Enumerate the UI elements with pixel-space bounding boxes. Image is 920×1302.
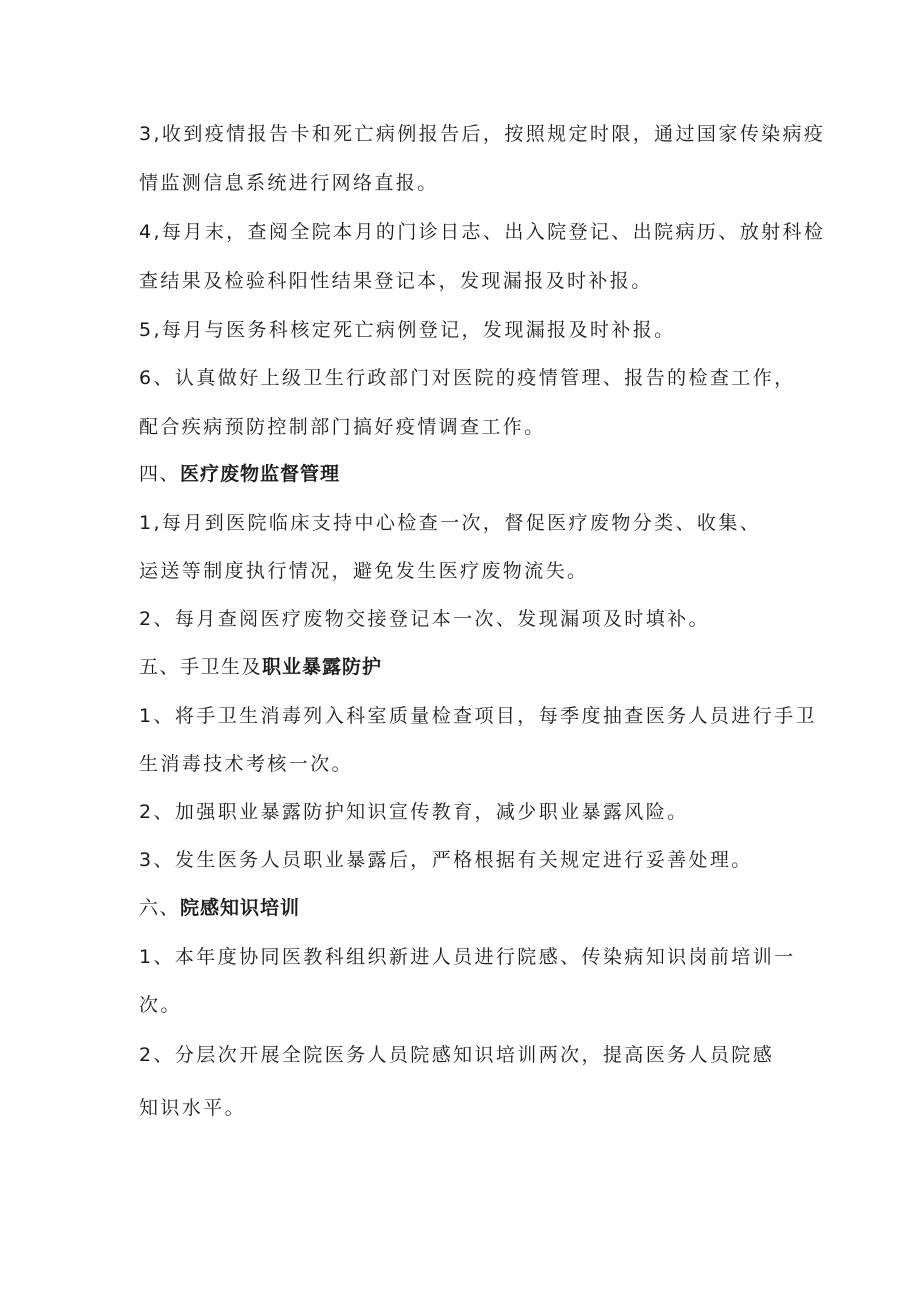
paragraph-line: 3、发生医务人员职业暴露后，严格根据有关规定进行妥善处理。 [139,849,753,871]
paragraph-line: 1、本年度协同医教科组织新进人员进行院感、传染病知识岗前培训一 [139,946,796,968]
paragraph-line: 知识水平。 [139,1097,247,1119]
section-heading-prefix: 六、 [139,897,181,919]
paragraph-line: 1、将手卫生消毒列入科室质量检查项目，每季度抽查医务人员进行手卫 [139,705,817,727]
paragraph-line: 6、认真做好上级卫生行政部门对医院的疫情管理、报告的检查工作， [139,367,796,389]
paragraph-line: 情监测信息系统进行网络直报。 [139,172,439,194]
paragraph-line: 2、分层次开展全院医务人员院感知识培训两次，提高医务人员院感 [139,1044,775,1066]
paragraph-line: 2、加强职业暴露防护知识宣传教育，减少职业暴露风险。 [139,801,689,823]
section-heading-prefix: 五、手卫生及 [139,656,263,678]
paragraph-line: 次。 [139,994,182,1016]
paragraph-line: 3,收到疫情报告卡和死亡病例报告后，按照规定时限，通过国家传染病疫 [139,123,826,145]
section-heading-title: 院感知识培训 [180,897,301,919]
paragraph-line: 运送等制度执行情况，避免发生医疗废物流失。 [139,560,589,582]
paragraph-line: 1,每月到医院临床支持中心检查一次，督促医疗废物分类、收集、 [139,512,762,534]
section-heading-6 [139,896,300,920]
paragraph-line: 5,每月与医务科核定死亡病例登记，发现漏报及时补报。 [139,319,676,341]
section-heading-5 [139,655,382,679]
section-heading-title: 医疗废物监督管理 [180,463,341,485]
paragraph-line: 配合疾病预防控制部门搞好疫情调查工作。 [139,416,546,438]
paragraph-line: 生消毒技术考核一次。 [139,753,354,775]
paragraph-line: 4,每月末，查阅全院本月的门诊日志、出入院登记、出院病历、放射科检 [139,221,826,243]
section-heading-prefix: 四、 [139,463,181,485]
paragraph-line: 2、每月查阅医疗废物交接登记本一次、发现漏项及时填补。 [139,608,710,630]
section-heading-title: 职业暴露防护 [262,656,383,678]
paragraph-line: 查结果及检验科阳性结果登记本，发现漏报及时补报。 [139,270,653,292]
section-heading-4 [139,462,340,486]
